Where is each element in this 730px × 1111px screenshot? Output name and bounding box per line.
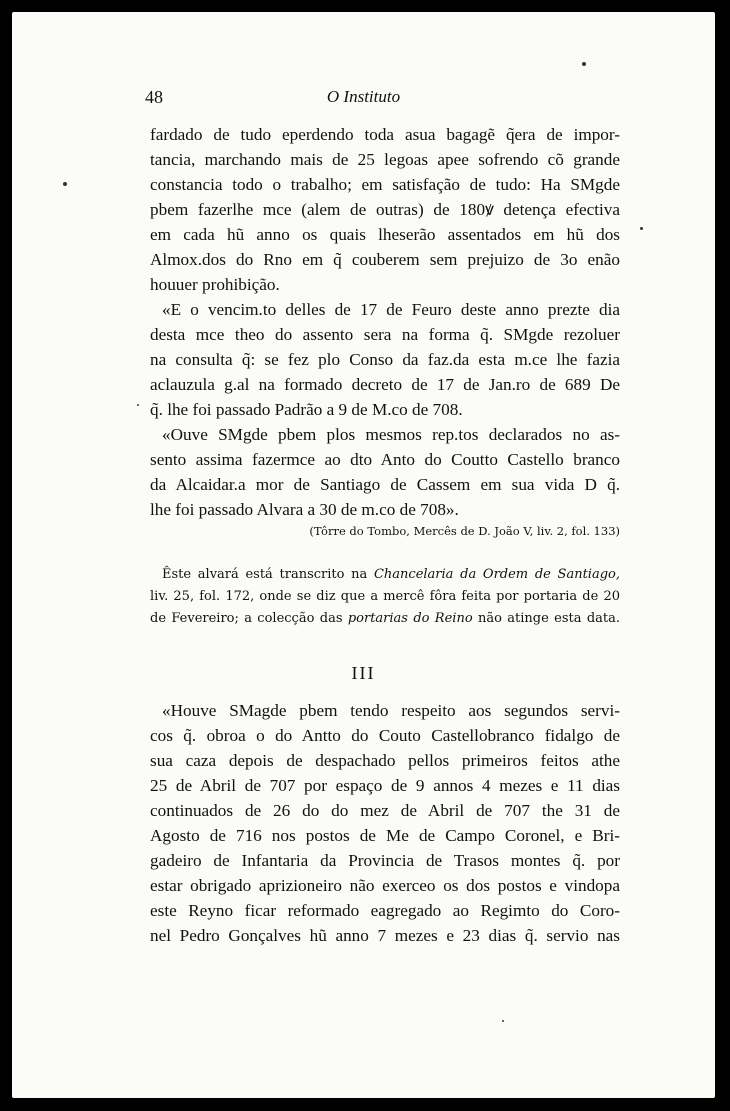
body-line: em cada hũ anno os quais lheserão assentados em hũ dos (150, 225, 620, 244)
note-text: Êste alvará está transcrito na (162, 567, 374, 582)
note-italic: portarias do Reino (347, 611, 473, 626)
section-line: cos q̃. obroa o do Antto do Couto Castellobranco fidalgo de (150, 726, 620, 745)
body-line: fardado de tudo eperdendo toda asua bagagẽ q̃era de impor- (150, 125, 620, 144)
section-line: continuados de 26 do do mez de Abril de 707 the 31 de (150, 801, 620, 820)
section-text (150, 698, 620, 948)
body-line: da Alcaidar.a mor de Santiago de Cassem em sua vida D q̃. (150, 475, 620, 494)
body-line: aclauzula g.al na formado decreto de 17 de Jan.ro de 689 De (150, 375, 620, 394)
note-text: não atinge esta data. (472, 611, 621, 626)
section-line: estar obrigado aprizioneiro não exerceo os dos postos e vindopa (150, 876, 620, 895)
scan-speck (63, 182, 67, 186)
section-line: nel Pedro Gonçalves hũ anno 7 mezes e 23 dias q̃. servio nas (150, 926, 620, 945)
body-text (150, 122, 620, 522)
document-page (12, 12, 715, 1098)
section-number: III (351, 663, 376, 683)
body-line: pbem fazerlhe mce (alem de outras) de 180ꝟ detença efectiva (150, 200, 620, 219)
page-number: 48 (145, 87, 163, 107)
journal-title: O Instituto (326, 87, 401, 106)
body-line: sento assima fazermce ao dto Anto do Coutto Castello branco (150, 450, 620, 469)
note-line: liv. 25, fol. 172, onde se diz que a mercê fôra feita por portaria de 20 (150, 589, 620, 604)
note-text: de Fevereiro; a colecção das (150, 611, 348, 626)
source-citation: (Tôrre do Tombo, Mercês de D. João V, liv. 2, fol. 133) (309, 524, 620, 538)
scan-speck (137, 404, 139, 406)
body-line: desta mce theo do assento sera na forma q̃. SMgde rezoluer (150, 325, 620, 344)
scan-speck (502, 1020, 504, 1022)
section-line: sua caza depois de despachado pellos primeiros feitos athe (150, 751, 620, 770)
body-line: na consulta q̃: se fez plo Conso da faz.da esta m.ce lhe fazia (150, 350, 620, 369)
body-line: tancia, marchando mais de 25 legoas apee sofrendo cõ grande (150, 150, 620, 169)
note-line (150, 564, 620, 586)
editorial-note (150, 564, 620, 630)
scan-speck (640, 227, 643, 230)
section-line: Agosto de 716 nos postos de Me de Campo Coronel, e Bri- (150, 826, 620, 845)
body-line: «E o vencim.to delles de 17 de Feuro deste anno prezte dia (162, 300, 620, 319)
body-line: lhe foi passado Alvara a 30 de m.co de 708». (150, 500, 459, 519)
body-line: houuer prohibição. (150, 275, 280, 294)
section-line: 25 de Abril de 707 por espaço de 9 annos 4 mezes e 11 dias (150, 776, 620, 795)
body-line: «Ouve SMgde pbem plos mesmos rep.tos declarados no as- (162, 425, 620, 444)
body-line: Almox.dos do Rno em q̃ couberem sem prejuizo de 3o enão (150, 250, 620, 269)
body-line: constancia todo o trabalho; em satisfação de tudo: Ha SMgde (150, 175, 620, 194)
section-line: este Reyno ficar reformado eagregado ao Regimto do Coro- (150, 901, 620, 920)
section-line: «Houve SMagde pbem tendo respeito aos segundos servi- (162, 701, 620, 720)
running-head (12, 87, 715, 111)
body-line: q̃. lhe foi passado Padrão a 9 de M.co de 708. (150, 400, 463, 419)
scan-speck (582, 62, 586, 66)
section-line: gadeiro de Infantaria da Provincia de Trasos montes q̃. por (150, 851, 620, 870)
note-italic: Chancelaria da Ordem de Santiago, (373, 567, 620, 582)
note-line (150, 608, 620, 630)
